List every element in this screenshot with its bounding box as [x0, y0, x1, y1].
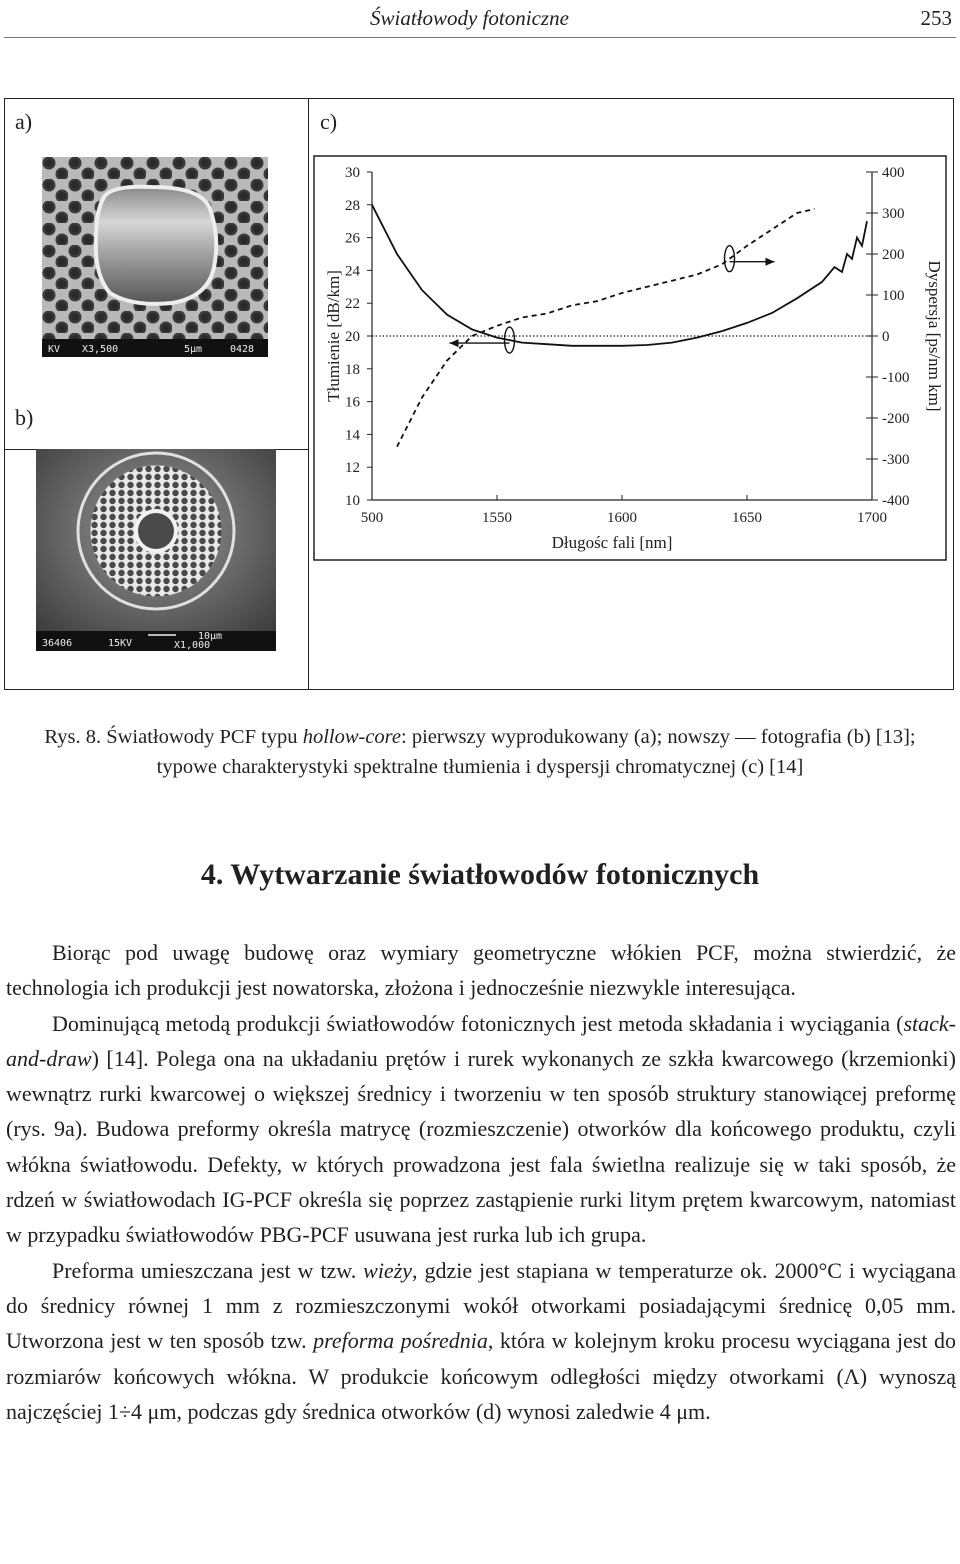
paragraph-2: Dominującą metodą produkcji światłowodów fotonicznych jest metoda składania i wyciągania (stack-and-draw) [14]. Polega ona na układaniu prętów i rurek wykonanych ze szkła kwarcowego (krzemionki) wewnątrz rurki kwarcowej o większej średnicy i tworzeniu w ten sposób struktury stanowiącej preformę (rys. 9a). Budowa preformy określa matrycę (rozmieszczenie) otworków dla końcowego produktu, czyli włókna światłowodu. Defekty, w których prowadzona jest fala świetlna realizuje się w taki sposób, że rdzeń w światłowodach IG-PCF określa się poprzez zastąpienie rurki litym prętem kwarcowym, natomiast w przypadku światłowodów PBG-PCF usuwana jest rurka lub ich grupa.: [6, 1010, 956, 1248]
panel-label-c: c): [320, 109, 338, 134]
left-tick-label: 14: [345, 427, 360, 444]
photo-a-label-kv: KV: [48, 344, 61, 355]
photo-b-label-scale: 10μm: [198, 631, 223, 642]
curve-marker-arrowhead: [766, 258, 775, 266]
right-tick-label: 200: [882, 247, 905, 263]
panel-label-b: b): [15, 405, 34, 430]
left-tick-label: 28: [345, 197, 360, 214]
running-head-title: Światłowody fotoniczne: [370, 6, 569, 30]
left-tick-label: 20: [345, 329, 360, 345]
x-axis-label: Długośc fali [nm]: [551, 533, 673, 552]
dispersion-curve: [397, 209, 815, 447]
figure-divider-vertical: [308, 99, 309, 689]
x-tick-label: 1600: [607, 510, 637, 526]
right-tick-label: -200: [882, 411, 910, 427]
right-tick-label: 400: [882, 165, 905, 181]
figure-box: [4, 98, 954, 690]
right-tick-label: 0: [882, 329, 890, 345]
right-tick-label: -400: [882, 493, 910, 509]
header-rule: [4, 37, 956, 38]
left-tick-label: 22: [345, 296, 360, 313]
photo-a-label-id: 0428: [230, 344, 255, 355]
left-tick-label: 30: [345, 165, 360, 181]
left-tick-label: 24: [345, 263, 360, 280]
page-number: 253: [920, 6, 952, 30]
y-axis-label-right: Dyspersja [ps/nm km]: [925, 260, 944, 412]
left-tick-label: 26: [345, 230, 360, 247]
photo-b-label-id: 36406: [42, 638, 73, 649]
section-heading: 4. Wytwarzanie światłowodów fotonicznych: [200, 858, 760, 891]
attenuation-curve: [372, 205, 867, 346]
paragraph-3: Preforma umieszczana jest w tzw. wieży, gdzie jest stapiana w temperaturze ok. 2000°C i wyciągana do średnicy równej 1 mm z rozmieszczonymi wokół otworkami posiadającymi średnicę 0,05 mm. Utworzona jest w ten sposób tzw. preforma pośrednia, która w kolejnym kroku procesu wyciągana jest do rozmiarów końcowych włókna. W produkcie końcowym odległości między otworkami (Λ) wynoszą najczęściej 1÷4 μm, podczas gdy średnica otworków (d) wynosi zaledwie 4 μm.: [6, 1257, 956, 1424]
figure-caption: [0, 722, 960, 782]
right-tick-label: -100: [882, 370, 910, 386]
photo-a-label-scale: 5μm: [184, 344, 203, 355]
y-axis-label-left: Tłumienie [dB/km]: [324, 270, 343, 402]
caption-line-1: Rys. 8. Światłowody PCF typu hollow-core: pierwszy wyprodukowany (a); nowszy — fotografia (b) [13];: [44, 726, 916, 748]
attenuation-dispersion-chart: [310, 154, 950, 564]
curve-marker-arrowhead: [450, 339, 459, 347]
running-head: [0, 6, 960, 32]
panel-label-a: a): [15, 109, 33, 134]
photo-a-label-mag: X3,500: [82, 344, 119, 355]
right-tick-label: 300: [882, 206, 905, 222]
x-tick-label: 1650: [732, 510, 762, 526]
photo-b-label-mag: X1,000: [174, 640, 211, 651]
caption-line-2: typowe charakterystyki spektralne tłumienia i dyspersji chromatycznej (c) [14]: [156, 756, 804, 778]
sem-photo-b: [36, 449, 276, 651]
right-tick-label: 100: [882, 288, 905, 304]
left-tick-label: 18: [345, 361, 360, 378]
right-tick-label: -300: [882, 452, 910, 468]
x-tick-label: 1700: [857, 510, 887, 526]
body-text: [6, 935, 956, 1429]
paragraph-1: Biorąc pod uwagę budowę oraz wymiary geometryczne włókien PCF, można stwierdzić, że technologia ich produkcji jest nowatorska, złożona i jednocześnie niezwykle interesująca.: [6, 940, 956, 1001]
x-tick-label: 1550: [482, 510, 512, 526]
left-tick-label: 12: [345, 460, 360, 477]
left-tick-label: 16: [345, 394, 360, 411]
x-tick-label: 500: [360, 510, 384, 526]
photo-b-label-kv: 15KV: [108, 638, 133, 649]
left-tick-label: 10: [345, 493, 360, 509]
sem-photo-a: [42, 157, 268, 357]
